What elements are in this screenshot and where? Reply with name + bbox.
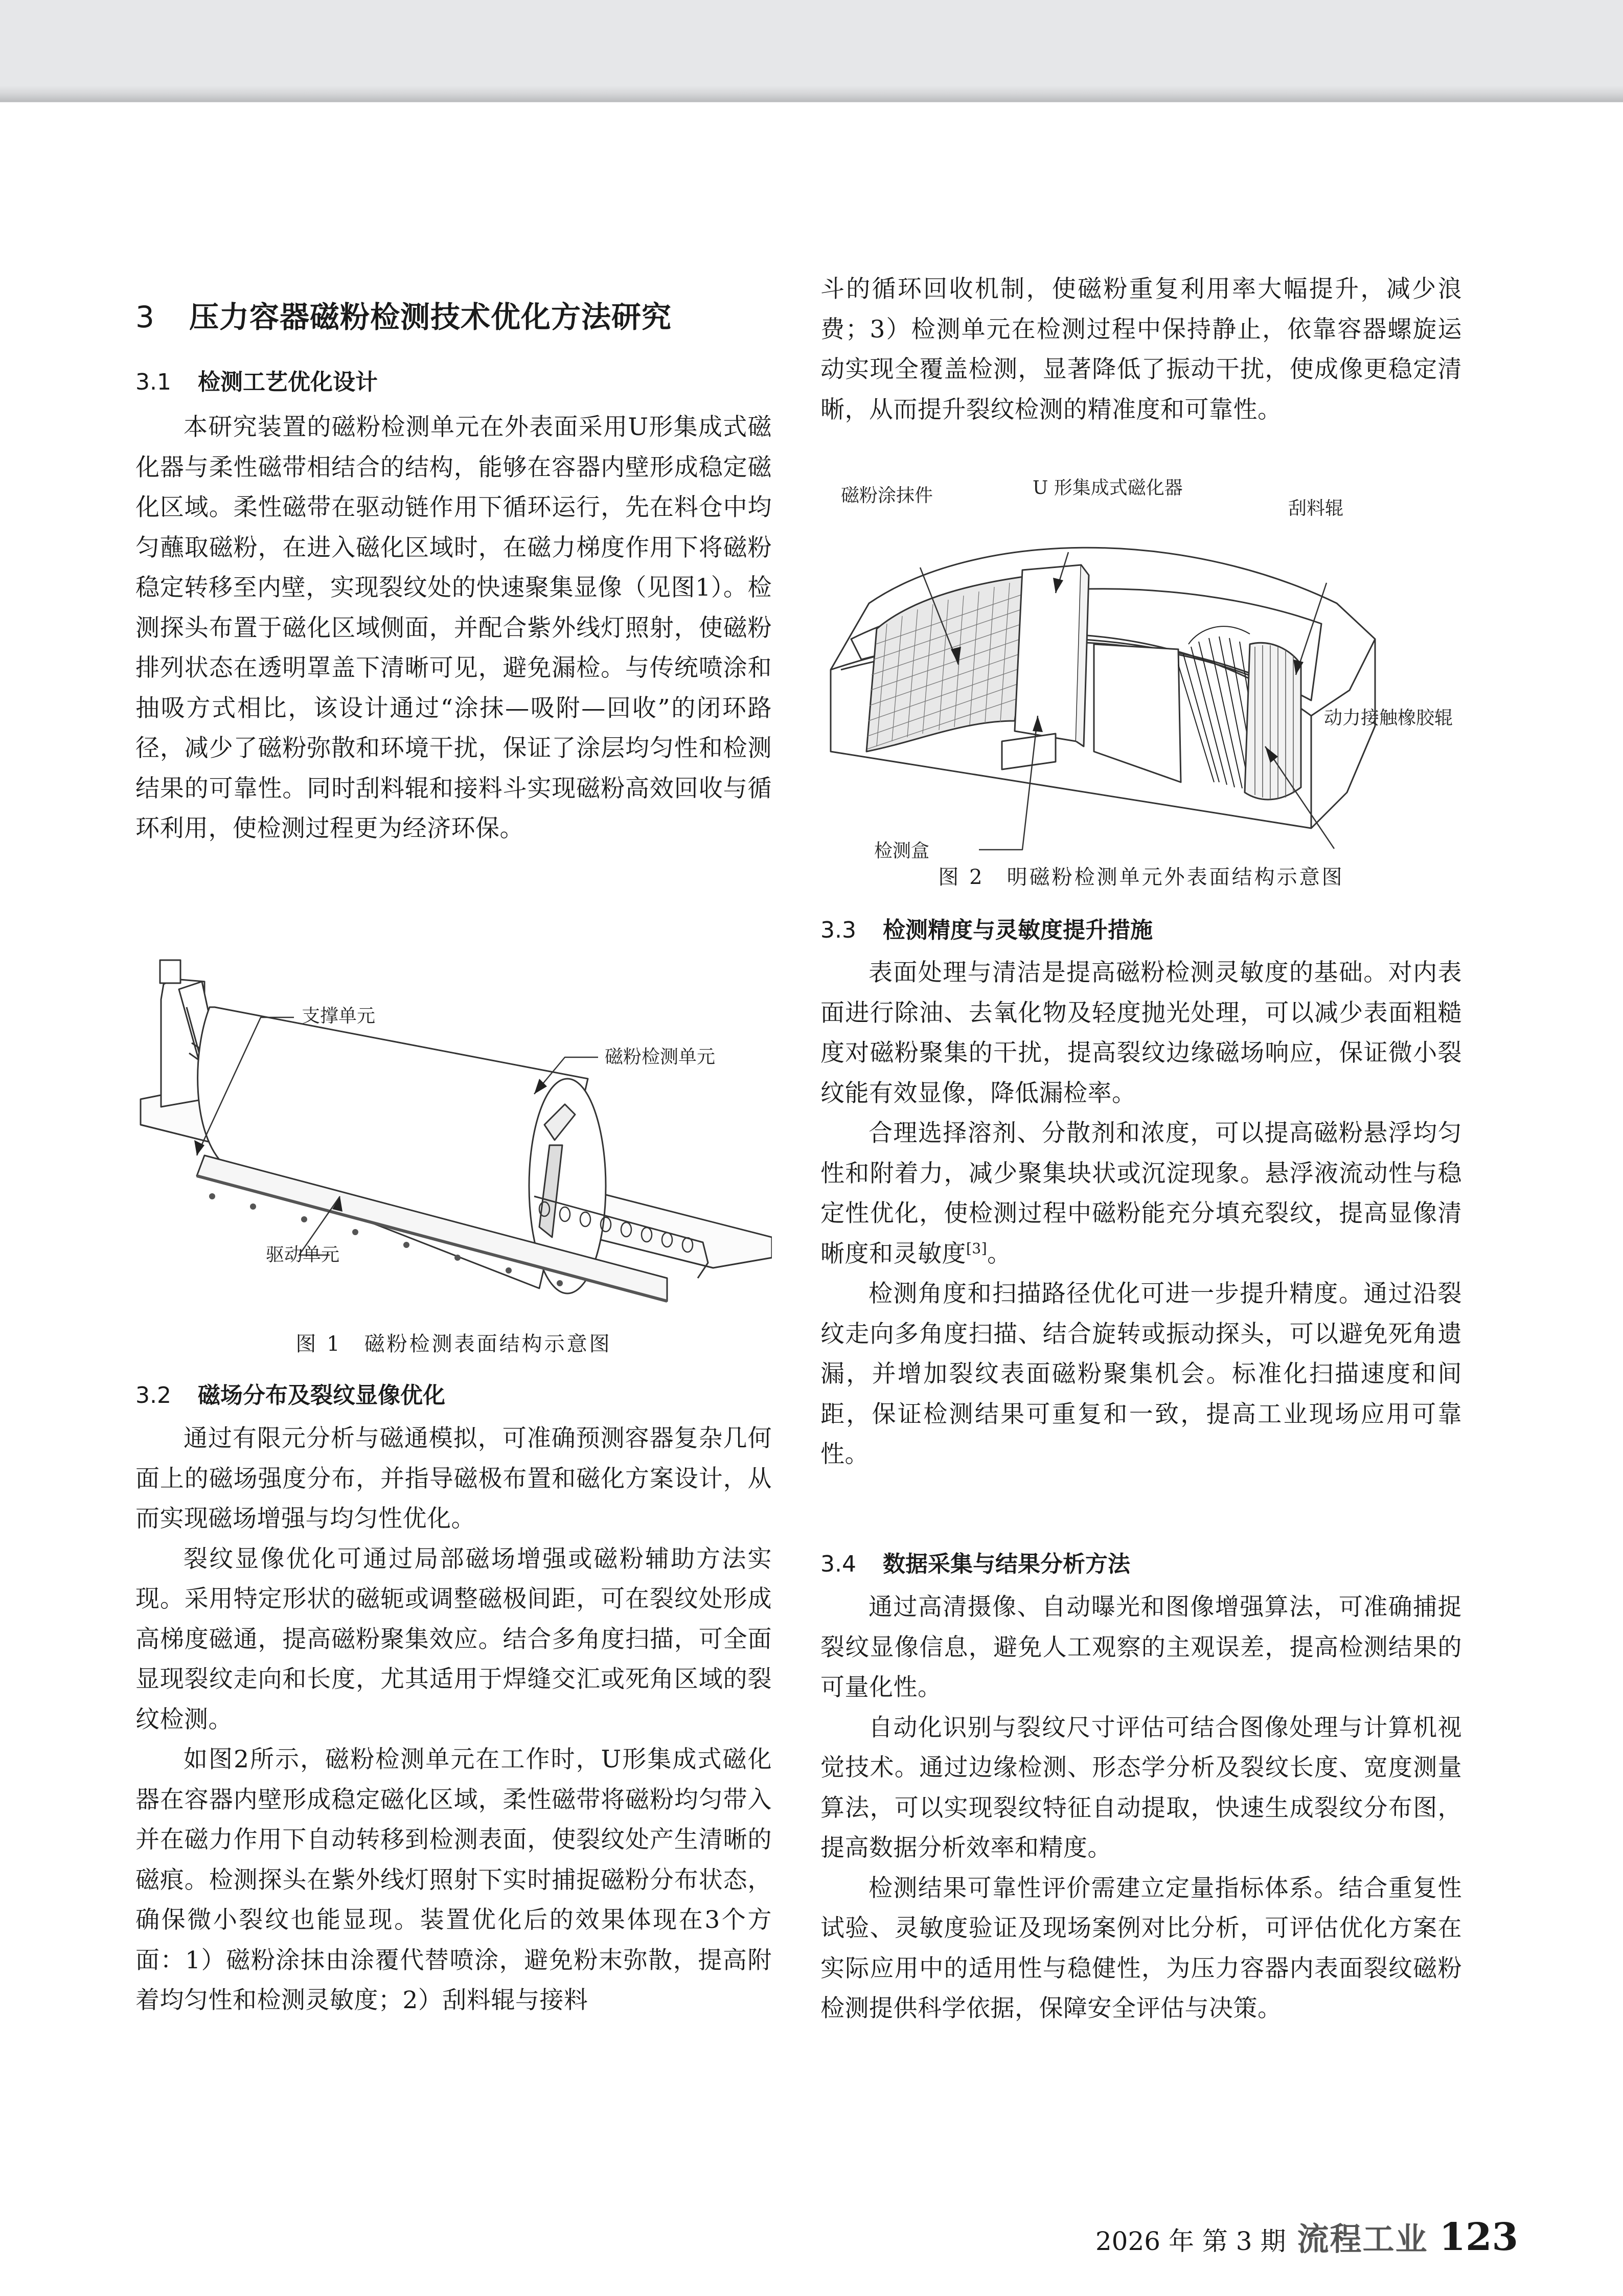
issue-info: 2026 年 第 3 期 xyxy=(1095,2226,1286,2256)
section-heading xyxy=(135,299,772,335)
figure-1-drawing xyxy=(135,951,772,1329)
subsection-number: 3.1 xyxy=(135,369,171,395)
label-detection-box: 检测盒 xyxy=(874,840,930,861)
figure-2 xyxy=(820,475,1462,900)
journal-name: 流程工业 xyxy=(1297,2220,1428,2258)
label-powder-coater: 磁粉涂抹件 xyxy=(841,485,933,506)
label-scraper-roller: 刮料辊 xyxy=(1288,498,1344,519)
subsection-heading-3-3 xyxy=(820,915,1462,946)
paragraph: 裂纹显像优化可通过局部磁场增强或磁粉辅助方法实现。采用特定形状的磁轭或调整磁极间距，可在裂纹处形成高梯度磁通，提高磁粉聚集效应。结合多角度扫描，可全面显现裂纹走向和长度，尤其适用于焊缝交汇或死角区域的裂纹检测。 xyxy=(135,1544,772,1734)
subsection-number: 3.4 xyxy=(820,1551,856,1577)
section-number: 3 xyxy=(135,300,155,334)
paragraph: 通过高清摄像、自动曝光和图像增强算法，可准确捕捉裂纹显像信息，避免人工观察的主观误差，提高检测结果的可量化性。 xyxy=(820,1593,1462,1701)
label-detection-unit: 磁粉检测单元 xyxy=(605,1047,716,1067)
paragraph: 检测角度和扫描路径优化可进一步提升精度。通过沿裂纹走向多角度扫描、结合旋转或振动探头，可以避免死角遗漏，并增加裂纹表面磁粉聚集机会。标准化扫描速度和间距，保证检测结果可重复和一致，提高工业现场应用可靠性。 xyxy=(820,1280,1462,1468)
paragraph: 如图2所示，磁粉检测单元在工作时，U形集成式磁化器在容器内壁形成稳定磁化区域，柔性磁带将磁粉均匀带入并在磁力作用下自动转移到检测表面，使裂纹处产生清晰的磁痕。检测探头在紫外线灯照射下实时捕捉磁粉分布状态，确保微小裂纹也能显现。装置优化后的效果体现在3个方面：1）磁粉涂抹由涂覆代替喷涂，避免粉末弥散，提高附着均匀性和检测灵敏度；2）刮料辊与接料 xyxy=(135,1745,772,2014)
label-u-magnetizer: U 形集成式磁化器 xyxy=(1033,478,1183,498)
subsection-heading-3-1 xyxy=(135,367,772,398)
subsection-title: 磁场分布及裂纹显像优化 xyxy=(198,1382,445,1408)
subsection-heading-3-4 xyxy=(820,1549,1462,1580)
section-title: 压力容器磁粉检测技术优化方法研究 xyxy=(189,300,672,334)
figure-2-caption: 图 2 明磁粉检测单元外表面结构示意图 xyxy=(938,866,1344,889)
subsection-number: 3.3 xyxy=(820,917,856,943)
figure-1 xyxy=(135,951,772,1360)
page-number: 123 xyxy=(1439,2215,1518,2259)
paragraph: 本研究装置的磁粉检测单元在外表面采用U形集成式磁化器与柔性磁带相结合的结构，能够在容器内壁形成稳定磁化区域。柔性磁带在驱动链作用下循环运行，先在料仓中均匀蘸取磁粉，在进入磁化区域时，在磁力梯度作用下将磁粉稳定转移至内壁，实现裂纹处的快速聚集显像（见图1）。检测探头布置于磁化区域侧面，并配合紫外线灯照射，使磁粉排列状态在透明罩盖下清晰可见，避免漏检。与传统喷涂和抽吸方式相比，该设计通过“涂抹—吸附—回收”的闭环路径，减少了磁粉弥散和环境干扰，保证了涂层均匀性和检测结果的可靠性。同时刮料辊和接料斗实现磁粉高效回收与循环利用，使检测过程更为经济环保。 xyxy=(135,413,772,843)
paragraph: 检测结果可靠性评价需建立定量指标体系。结合重复性试验、灵敏度验证及现场案例对比分析，可评估优化方案在实际应用中的适用性与稳健性，为压力容器内表面裂纹磁粉检测提供科学依据，保障安全评估与决策。 xyxy=(820,1874,1462,2022)
label-drive-unit: 驱动单元 xyxy=(266,1244,340,1265)
paragraph-tail: 。 xyxy=(987,1239,1012,1268)
paragraph: 表面处理与清洁是提高磁粉检测灵敏度的基础。对内表面进行除油、去氧化物及轻度抛光处理，可以减少表面粗糙度对磁粉聚集的干扰，提高裂纹边缘磁场响应，保证微小裂纹能有效显像，降低漏检率。 xyxy=(820,959,1462,1107)
subsection-title: 检测精度与灵敏度提升措施 xyxy=(883,917,1153,943)
section-3-2-continued xyxy=(820,269,1462,430)
page-header-band xyxy=(0,0,1623,102)
citation-ref[interactable]: [3] xyxy=(966,1239,988,1257)
figure-2-drawing xyxy=(820,475,1462,864)
section-3-4-body xyxy=(820,1587,1462,2029)
paragraph: 自动化识别与裂纹尺寸评估可结合图像处理与计算机视觉技术。通过边缘检测、形态学分析及裂纹长度、宽度测量算法，可以实现裂纹特征自动提取，快速生成裂纹分布图，提高数据分析效率和精度。 xyxy=(820,1713,1462,1862)
subsection-heading-3-2 xyxy=(135,1380,772,1411)
label-rubber-roller: 动力接触橡胶辊 xyxy=(1324,708,1453,729)
section-3-1-body xyxy=(135,407,772,849)
subsection-number: 3.2 xyxy=(135,1382,171,1408)
paragraph xyxy=(820,1113,1462,1274)
paragraph: 通过有限元分析与磁通模拟，可准确预测容器复杂几何面上的磁场强度分布，并指导磁极布置和磁化方案设计，从而实现磁场增强与均匀性优化。 xyxy=(135,1424,772,1533)
section-3-3-body xyxy=(820,953,1462,1475)
figure-1-caption: 图 1 磁粉检测表面结构示意图 xyxy=(295,1332,612,1356)
subsection-title: 检测工艺优化设计 xyxy=(198,369,378,395)
section-3-2-body xyxy=(135,1419,772,2021)
subsection-title: 数据采集与结果分析方法 xyxy=(883,1551,1130,1577)
paragraph-text: 合理选择溶剂、分散剂和浓度，可以提高磁粉悬浮均匀性和附着力，减少聚集块状或沉淀现象。悬浮液流动性与稳定性优化，使检测过程中磁粉能充分填充裂纹，提高显像清晰度和灵敏度 xyxy=(820,1119,1462,1268)
page-footer xyxy=(1095,2214,1518,2259)
paragraph-continued: 斗的循环回收机制，使磁粉重复利用率大幅提升，减少浪费；3）检测单元在检测过程中保持静止，依靠容器螺旋运动实现全覆盖检测，显著降低了振动干扰，使成像更稳定清晰，从而提升裂纹检测的精准度和可靠性。 xyxy=(820,275,1462,424)
label-support-unit: 支撑单元 xyxy=(302,1006,376,1027)
